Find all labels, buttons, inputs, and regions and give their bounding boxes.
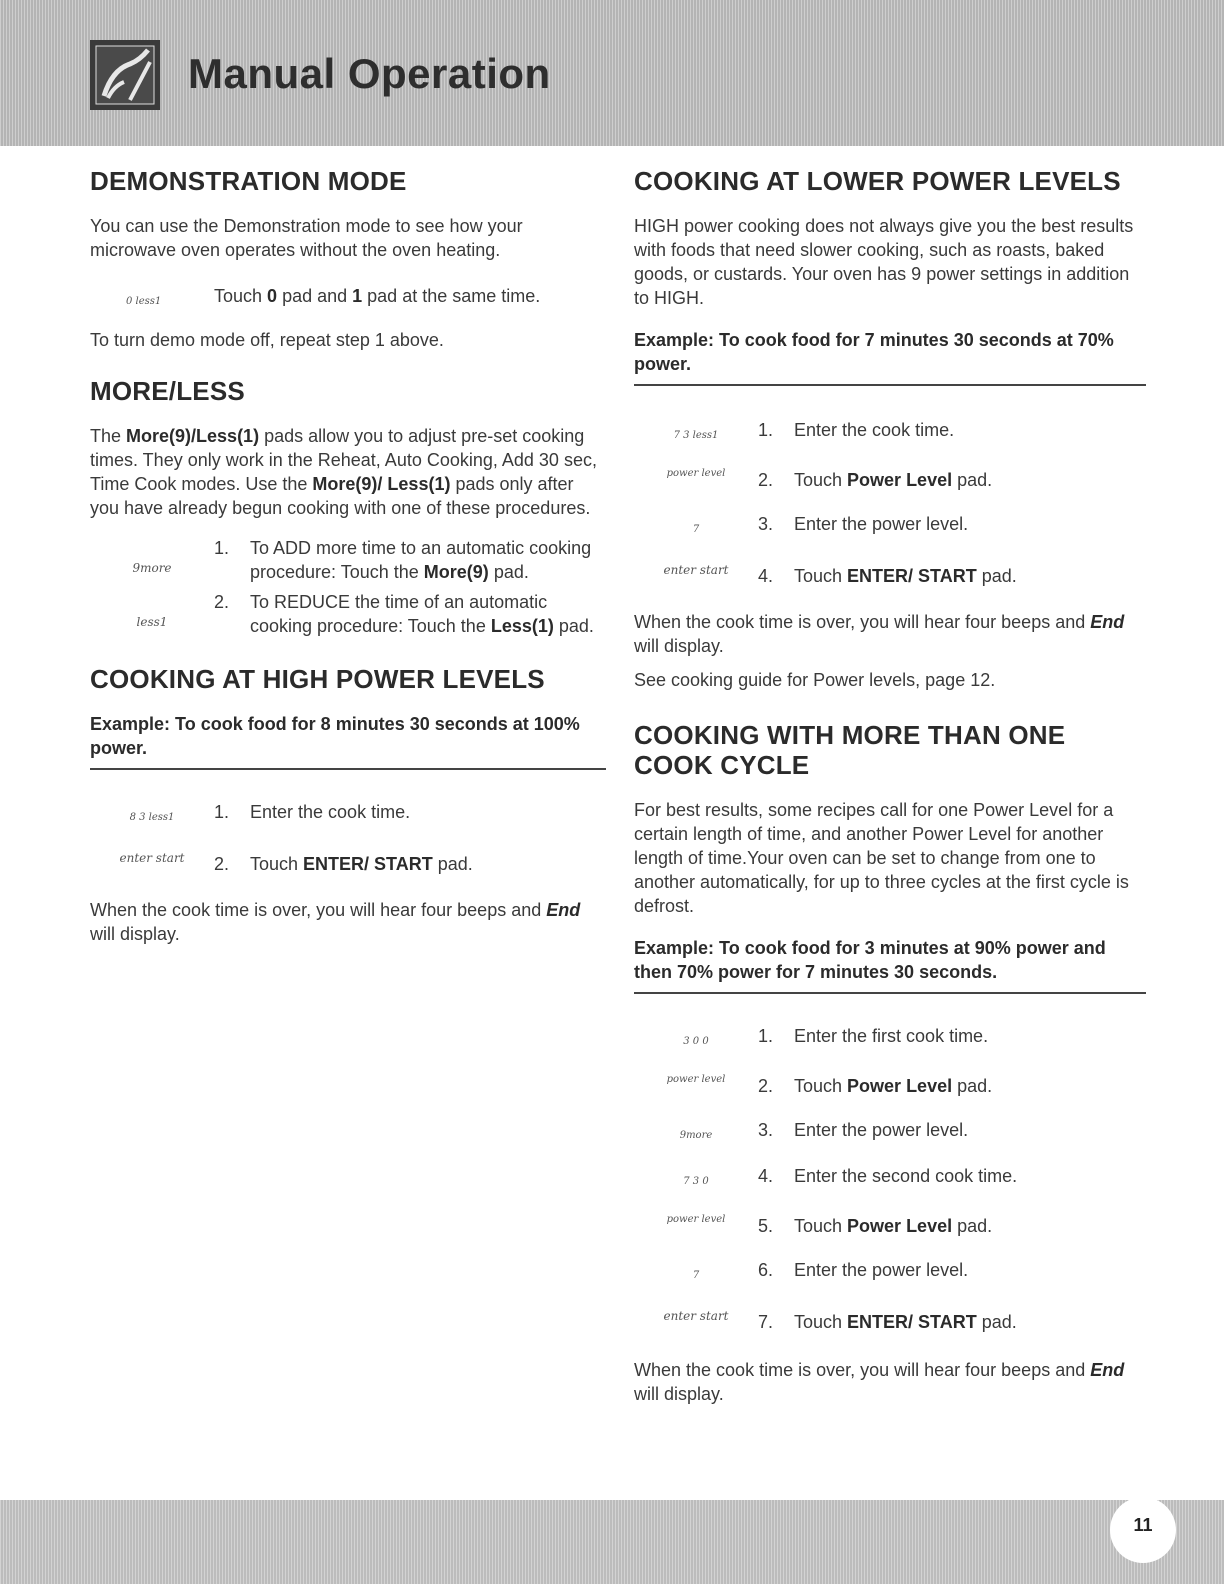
- high-done-text: When the cook time is over, you will hear four beeps and End will display.: [90, 900, 581, 944]
- keypad-seven: 7: [692, 524, 700, 535]
- keypad-more: 9more: [679, 1130, 713, 1141]
- multi-step-6: 7 6. Enter the power level.: [634, 1258, 1146, 1288]
- lower-example: Example: To cook food for 7 minutes 30 seconds at 70% power.: [634, 328, 1146, 386]
- microwave-icon: [90, 40, 160, 110]
- page-header: [0, 0, 1224, 146]
- lower-intro: HIGH power cooking does not always give you the best results with foods that need slower cooking, such as roasts, baked goods, or custards. Your oven has 9 power settings in addition to HIGH.: [634, 216, 1134, 308]
- multi-heading: COOKING WITH MORE THAN ONE COOK CYCLE: [634, 720, 1066, 780]
- page-title: Manual Operation: [188, 50, 551, 97]
- demo-step-text: Touch 0 pad and 1 pad at the same time.: [214, 286, 541, 306]
- multi-step-2: power level 2. Touch Power Level pad.: [634, 1074, 1146, 1098]
- multi-done-text: When the cook time is over, you will hear four beeps and End will display.: [634, 1360, 1125, 1404]
- moreless-intro: The More(9)/Less(1) pads allow you to adjust pre-set cooking times. They only work in the Reheat, Auto Cooking, Add 30 sec, Time Cook modes. Use the More(9)/ Less(1) pads only after you have already begun cooking with one of these procedures.: [90, 426, 597, 518]
- left-column: [90, 166, 606, 956]
- lower-step-4: enter start 4. Touch ENTER/ START pad.: [634, 564, 1146, 588]
- keypad-seven: 7: [692, 1270, 700, 1281]
- lower-step-2: power level 2. Touch Power Level pad.: [634, 468, 1146, 492]
- moreless-heading: MORE/LESS: [90, 376, 245, 406]
- keypad-enter-start: enter start: [663, 1309, 729, 1323]
- page-number: 11: [1110, 1497, 1176, 1563]
- moreless-step-1: 9more 1. To ADD more time to an automatic cooking procedure: Touch the More(9) pad.: [90, 536, 606, 584]
- lower-done-text: When the cook time is over, you will hear four beeps and End will display.: [634, 612, 1125, 656]
- keypad-sequence: 8 3 less1: [129, 812, 175, 823]
- keypad-sequence: 7 3 less1: [673, 430, 719, 441]
- keypad-power-level: power level: [666, 468, 726, 479]
- right-column: [634, 166, 1146, 1416]
- demo-step: [90, 284, 606, 314]
- multi-intro: For best results, some recipes call for one Power Level for a certain length of time, and another Power Level for another length of time.Your oven can be set to change from one to another automatically, for up to three cycles at the first cycle is defrost.: [634, 800, 1129, 916]
- lower-step-3: 7 3. Enter the power level.: [634, 512, 1146, 542]
- high-step-2: enter start 2. Touch ENTER/ START pad.: [90, 852, 606, 876]
- keypad-enter-start: enter start: [119, 851, 185, 865]
- keypad-power-level: power level: [666, 1214, 726, 1225]
- moreless-step-2: less1 2. To REDUCE the time of an automatic cooking procedure: Touch the Less(1) pad.: [90, 590, 606, 638]
- multi-step-5: power level 5. Touch Power Level pad.: [634, 1214, 1146, 1238]
- demo-off-text: To turn demo mode off, repeat step 1 above.: [90, 330, 444, 350]
- keypad-power-level: power level: [666, 1074, 726, 1085]
- high-heading: COOKING AT HIGH POWER LEVELS: [90, 664, 545, 694]
- lower-step-1: 7 3 less1 1. Enter the cook time.: [634, 418, 1146, 448]
- multi-step-3: 9more 3. Enter the power level.: [634, 1118, 1146, 1148]
- multi-step-1: 3 0 0 1. Enter the first cook time.: [634, 1024, 1146, 1054]
- multi-example: Example: To cook food for 3 minutes at 90% power and then 70% power for 7 minutes 30 seconds.: [634, 936, 1146, 994]
- keypad-enter-start: enter start: [663, 563, 729, 577]
- keypad-more: 9more: [132, 561, 172, 575]
- keypad-sequence: 7 3 0: [683, 1176, 709, 1187]
- multi-step-7: enter start 7. Touch ENTER/ START pad.: [634, 1310, 1146, 1334]
- keypad-sequence: 0 less1: [126, 296, 162, 307]
- lower-guide-text: See cooking guide for Power levels, page 12.: [634, 670, 996, 690]
- lower-heading: COOKING AT LOWER POWER LEVELS: [634, 166, 1121, 196]
- demo-heading: DEMONSTRATION MODE: [90, 166, 407, 196]
- keypad-sequence: 3 0 0: [683, 1036, 709, 1047]
- keypad-less: less1: [136, 615, 168, 629]
- demo-intro: You can use the Demonstration mode to see how your microwave oven operates without the oven heating.: [90, 216, 523, 260]
- page-footer: [0, 1500, 1224, 1584]
- high-step-1: 8 3 less1 1. Enter the cook time.: [90, 800, 606, 830]
- high-example: Example: To cook food for 8 minutes 30 seconds at 100% power.: [90, 712, 606, 770]
- multi-step-4: 7 3 0 4. Enter the second cook time.: [634, 1164, 1146, 1194]
